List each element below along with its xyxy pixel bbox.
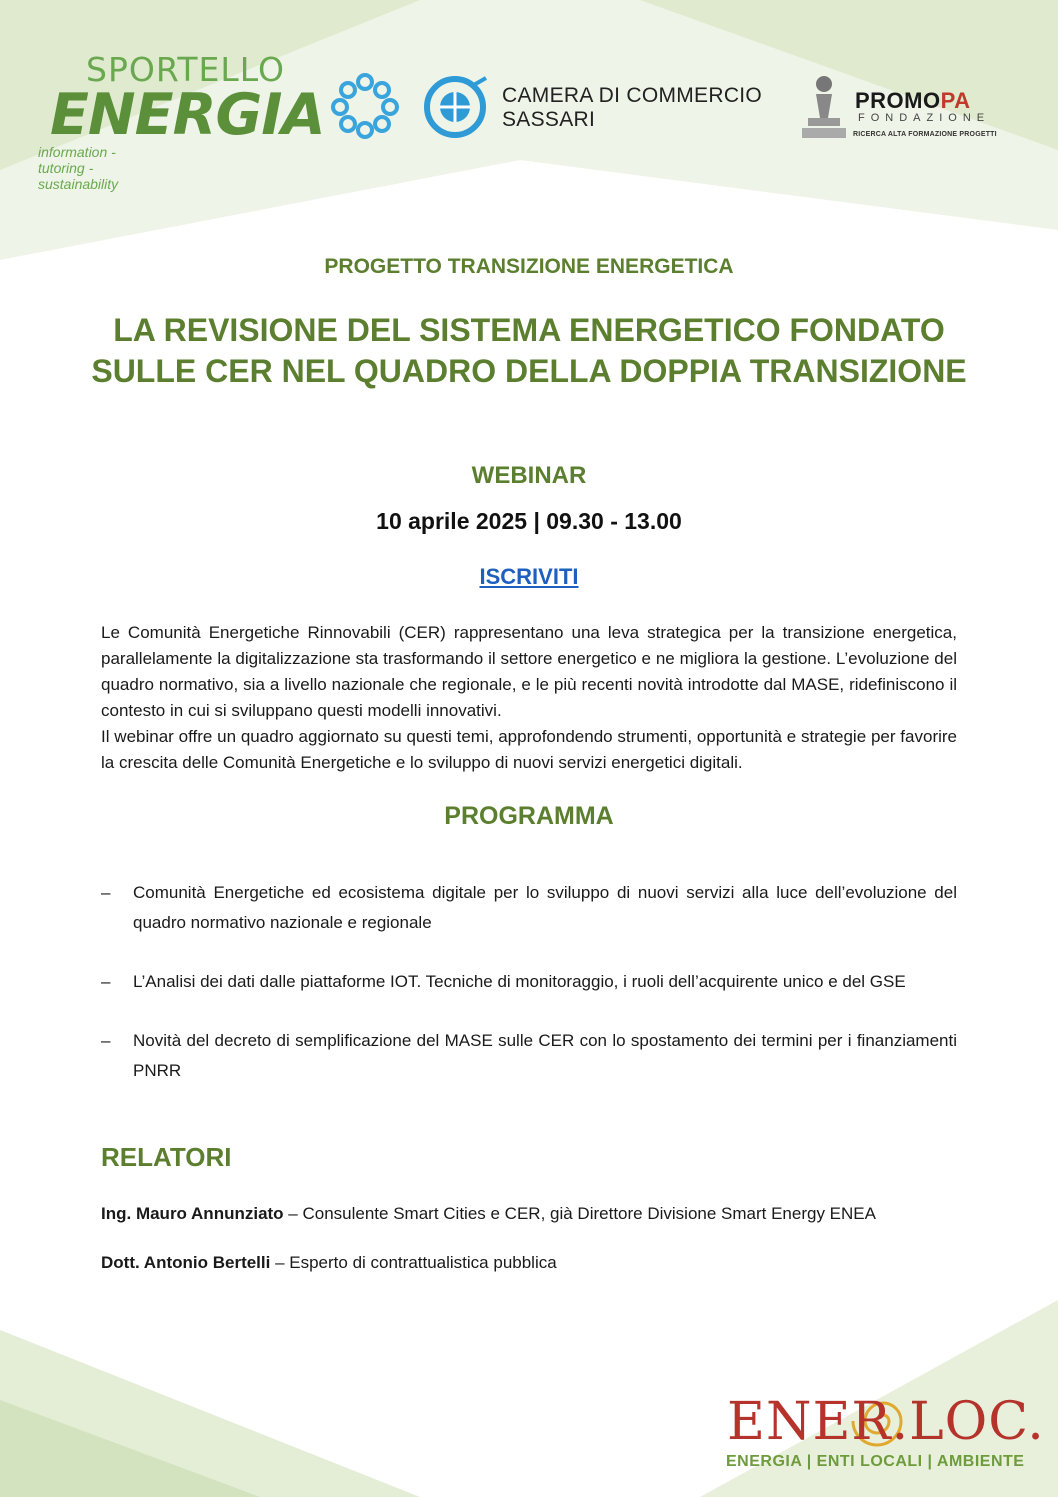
list-item [101, 967, 957, 997]
sportello-logo-tagline: information - tutoring - sustainability [38, 144, 119, 192]
programma-item-text: L’Analisi dei dati dalle piattaforme IOT. Tecniche di monitoraggio, i ruoli dell’acquirente unico e del GSE [133, 972, 906, 991]
register-link-wrap [0, 564, 1058, 590]
event-type: WEBINAR [471, 462, 587, 489]
description-paragraph-2: Il webinar offre un quadro aggiornato su questi temi, approfondendo strumenti, opportunità e strategie per favorire la crescita delle Comunità Energetiche e lo sviluppo di nuovi servizi energetici digitali. [101, 727, 957, 772]
promopa-fondazione: FONDAZIONE [858, 112, 991, 124]
programma-heading: PROGRAMMA [444, 802, 614, 830]
event-description [101, 620, 957, 776]
bullet-dash: – [101, 972, 111, 991]
speaker-1 [101, 1203, 876, 1225]
bullet-dash: – [101, 1031, 111, 1050]
bullet-dash: – [101, 883, 111, 902]
event-title: LA REVISIONE DEL SISTEMA ENERGETICO FONDATO SULLE CER NEL QUADRO DELLA DOPPIA TRANSIZIONE [91, 312, 967, 389]
chamber-name-line1: CAMERA DI COMMERCIO [502, 84, 763, 107]
event-date-time: 10 aprile 2025 | 09.30 - 13.00 [376, 508, 682, 534]
speaker-2 [101, 1252, 557, 1274]
relatori-heading: RELATORI [101, 1142, 232, 1172]
sportello-logo-main: ENERGIA [50, 82, 325, 148]
speaker-2-name: Dott. Antonio Bertelli [101, 1253, 271, 1272]
speaker-1-role: – Consulente Smart Cities e CER, già Direttore Divisione Smart Energy ENEA [283, 1204, 876, 1223]
chamber-name-line2: SASSARI [502, 108, 596, 131]
promopa-name-pa: PA [940, 88, 971, 113]
chamber-name [502, 84, 762, 132]
register-link[interactable]: ISCRIVITI [479, 564, 579, 589]
enerloc-logo: ENER.LOC. [727, 1392, 1045, 1452]
speaker-2-role: – Esperto di contrattualistica pubblica [270, 1253, 557, 1272]
list-item [101, 1026, 957, 1086]
chamber-globe-icon [422, 74, 492, 140]
project-heading: PROGETTO TRANSIZIONE ENERGETICA [324, 255, 734, 278]
promopa-subtitle: RICERCA ALTA FORMAZIONE PROGETTI [853, 131, 997, 138]
sportello-logo-top: SPORTELLO [86, 50, 285, 89]
speaker-1-name: Ing. Mauro Annunziato [101, 1204, 284, 1223]
programma-item-text: Novità del decreto di semplificazione del MASE sulle CER con lo spostamento dei termini per i finanziamenti PNRR [133, 1031, 957, 1080]
programma-item-text: Comunità Energetiche ed ecosistema digitale per lo sviluppo di nuovi servizi alla luce dell’evoluzione del quadro normativo nazionale e regionale [133, 883, 957, 932]
list-item [101, 878, 957, 938]
promopa-name-main: PROMO [855, 88, 941, 113]
programma-list [101, 878, 957, 1115]
promopa-logo-name [855, 88, 971, 114]
description-paragraph-1: Le Comunità Energetiche Rinnovabili (CER) rappresentano una leva strategica per la transizione energetica, parallelamente la digitalizzazione sta trasformando il settore energetico e ne migliora la gestione. L’evoluzione del quadro normativo, sia a livello nazionale che regionale, e le più recenti novità introdotte dal MASE, ridefiniscono il contesto in cui si sviluppano questi modelli innovativi. [101, 623, 957, 720]
chamber-network-icon [330, 72, 400, 140]
pawn-statue-icon [798, 74, 850, 142]
enerloc-tagline: ENERGIA | ENTI LOCALI | AMBIENTE [726, 1453, 1025, 1470]
